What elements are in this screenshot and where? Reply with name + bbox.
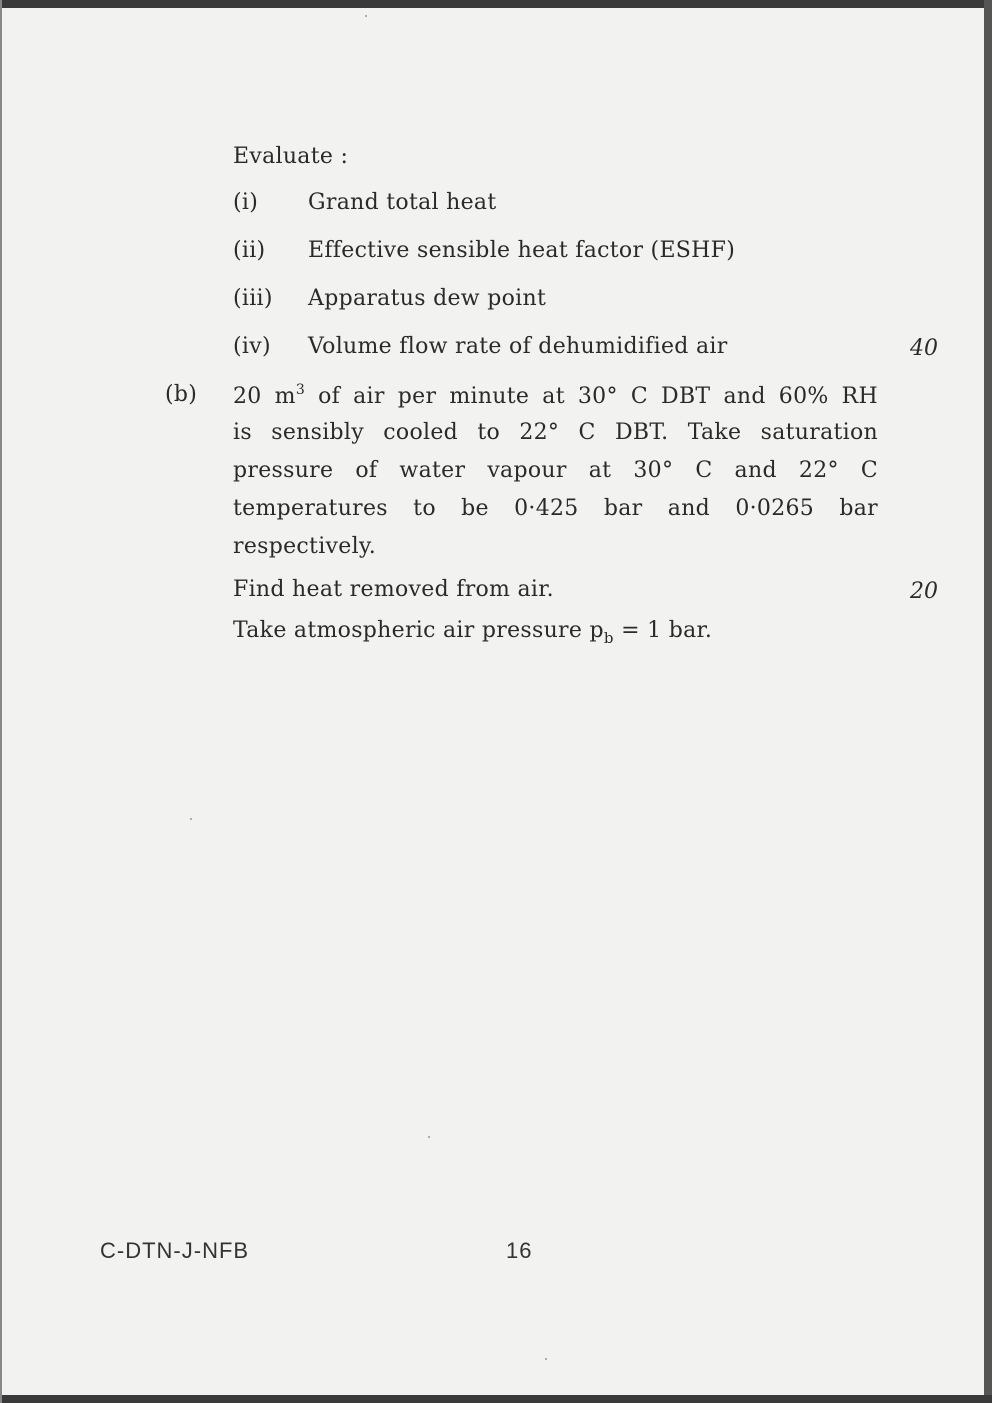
part-b-line-1 [233,382,878,409]
item-number: (iii) [233,286,273,311]
marks-part-a: 40 [910,336,938,361]
part-b-line-4: temperatures to be 0·425 bar and 0·0265 bar [233,496,878,521]
scan-border-top [0,0,992,8]
evaluate-label: Evaluate : [233,144,349,169]
find-instruction: Find heat removed from air. [233,577,554,602]
take-pre: Take atmospheric air pressure p [233,618,604,643]
marks-part-b: 20 [910,579,938,604]
item-text: Grand total heat [308,190,497,215]
part-b-label: (b) [165,382,198,407]
item-number: (ii) [233,238,266,263]
take-pressure-line [233,618,712,647]
line1-pre: 20 m [233,384,296,409]
item-number: (iv) [233,334,271,359]
scan-border-right [984,0,992,1403]
item-text: Effective sensible heat factor (ESHF) [308,238,736,263]
take-post: = 1 bar. [613,618,713,643]
subscript-b: b [603,629,614,647]
scan-speck [365,15,367,17]
scan-border-bottom [0,1395,992,1403]
item-text: Apparatus dew point [308,286,547,311]
item-text: Volume flow rate of dehumidified air [308,334,728,359]
superscript-3: 3 [295,382,306,398]
item-number: (i) [233,190,259,215]
page-number: 16 [506,1238,533,1263]
line1-post: of air per minute at 30° C DBT and 60% RH [305,384,878,409]
scan-speck [545,1358,547,1360]
part-b-line-2: is sensibly cooled to 22° C DBT. Take saturation [233,420,878,445]
scan-speck [428,1136,430,1138]
scan-speck [190,818,192,820]
paper-code: C-DTN-J-NFB [100,1238,250,1263]
part-b-line-3: pressure of water vapour at 30° C and 22° C [233,458,878,483]
part-b-line-5: respectively. [233,534,377,559]
scan-border-left [0,0,2,1403]
